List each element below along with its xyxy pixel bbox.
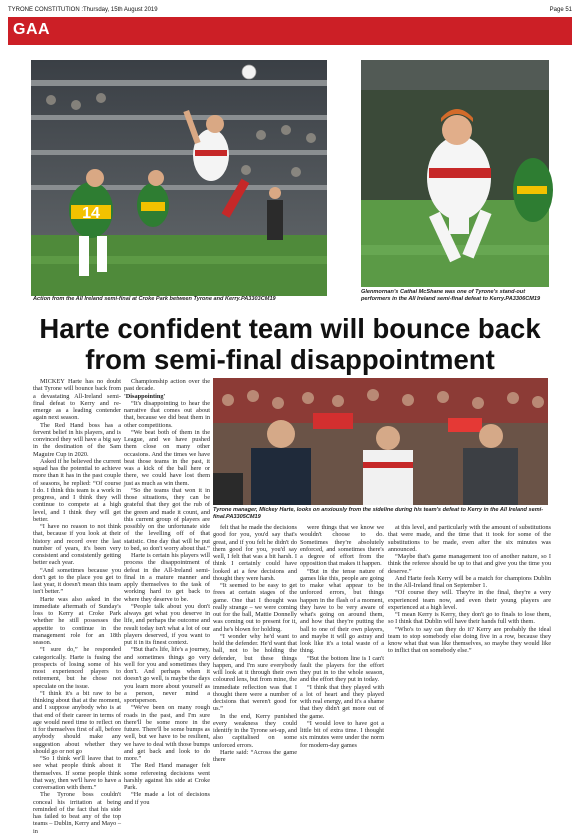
paragraph: “But that's life, life's a journey, and sometimes things go very well for you and sometimes they don't. And perhaps when it doesn't go well, is maybe the days you learn more about yourself as a person, never mind a sportsperson.: [124, 646, 210, 704]
article-column-4: [300, 524, 384, 749]
paragraph: Harte is certain his players will process the disappointment of defeat in the All-Ireland semi-final in a mature manner and apply themselves to the task of working hard to get back to where they deserve to be.: [124, 552, 210, 603]
mcshane-photo: [361, 60, 549, 287]
paragraph: were things that we know we wouldn't choose to do. Sometimes they're absolutely enforced, and sometimes there's a degree of effort from the opposition that makes it happen.: [300, 524, 384, 568]
paragraph: “We've been on many rough roads in the past, and I'm sure there'll be some more in the future. There'll be some bumps as well, but we have to be resilient, we have to deal with those bumps and get back and look to do more.”: [124, 704, 210, 762]
subheading: 'Disappointing': [124, 392, 166, 400]
action-photo: [31, 60, 327, 296]
paragraph: “I wonder why he'd want to hold the defender. He'd want that ball, not to be holding the defender, but these things happen, and I'm sure everybody will look at it through their own coloured lens, but from mine, the immediate reflection was that I thought there were a number of decisions that weren't good for us.”: [213, 632, 297, 713]
sideline-photo: [213, 378, 548, 505]
article-column-3: [213, 524, 297, 763]
section-banner: [8, 17, 572, 45]
paragraph: The Red Hand boss has a fervent belief in his players, and is convinced they will have a big say in the destination of the Sam Maguire Cup in 2020.: [33, 421, 121, 458]
paragraph: “I sure do,” he responded categorically. Harte is fusing the prospects of losing some of his most experienced players to retirement, but he chose not speculate on the issue.: [33, 646, 121, 690]
paragraph: In the end, Kerry punished every weakness they could identify in the Tyrone set-up, and also capitalised on some unforced errors.: [213, 712, 297, 749]
paragraph: The Tyrone boss couldn't conceal his irritation at being reminded of the fact that his side has failed to beat any of the top teams – Dublin, Kerry and Mayo – in: [33, 791, 121, 835]
page-number: Page 51: [549, 7, 572, 13]
page-header: [8, 5, 572, 15]
jersey-number: 14: [82, 205, 100, 222]
paragraph: at this level, and particularly with the amount of substitutions that were made, and the time that it took for some of the substitutions to be made, even after the six minutes was announced.: [388, 524, 551, 553]
paragraph: “I would love to have got a little bit of extra time. I thought six minutes were under the norm for modern-day games: [300, 719, 384, 749]
paragraph: “We beat both of them in the League, and we have pushed them close on many other occasions. And the times we have beat those teams in the past, it was a kick of the ball here or there, we could have lost them just as much as win them.: [124, 428, 210, 487]
paragraph: The Red Hand manager felt some refereeing decisions went harshly against his side at Croke Park.: [124, 762, 210, 791]
article-column-5: [388, 524, 551, 655]
paragraph: “Maybe that's game management too of another nature, so I think the referee should be up to that and give you the time you deserve.”: [388, 553, 551, 575]
paragraph: “He made a lot of decisions and if you: [124, 791, 210, 806]
section-label: GAA: [13, 21, 51, 38]
sideline-photo-caption: Tyrone manager, Mickey Harte, looks on anxiously from the sideline during his team's defeat to Kerry in the All Ireland semi-final.PA3305CM19: [213, 507, 544, 521]
paragraph: “It seemed to be easy to get frees at certain stages of the game. One that I thought was really strange – we were coming out for the ball, Mattie Donnelly was coming out to present for it, and he's blown for holding.: [213, 582, 297, 633]
paragraph: Asked if he believed the current squad has the potential to achieve more than it has in the past couple of seasons, he replied: “Of course I do. I think this team is a work in progress, and I think they will continue to compete at a high level, and I think they will get better.: [33, 457, 121, 523]
paragraph: “Of course they will. They're in the final, they're a very experienced team now, and even their young players are experienced at a high level.: [388, 589, 551, 611]
paragraph: “I think it's a bit raw to be thinking about that at the moment, and I suppose anybody who is at that end of their career in terms of age would need time to reflect on it for themselves first of all, before anybody should make any suggestion about whether they should go or not go: [33, 689, 121, 755]
paragraph: “But the bottom line is I can't fault the players for the effort they put in to the whole season, and the effort they put in today.: [300, 654, 384, 684]
paragraph: MICKEY Harte has no doubt that Tyrone will bounce back from a devastating All-Ireland semi-final defeat to Kerry and re-emerge as a leading contender again next season.: [33, 378, 121, 422]
paragraph: felt that he made the decisions good for you, you'd say that's great, and if you felt he didn't do them good for you, you'd say well, I felt that was a bit harsh. I think I certainly could have looked at a few decisions and thought they were harsh.: [213, 524, 297, 582]
paragraph: “People talk about you don't always get what you deserve in life, and perhaps the outcome and result today isn't what a lot of our players deserved, if you want to put it in its finest context.: [124, 602, 210, 646]
article-column-2: [124, 378, 210, 806]
paragraph: “So I think we'll leave that to see what people think about it themselves. If some people think that way, then we'll have to have a conversation with them.”: [33, 755, 121, 791]
action-photo-caption: Action from the All Ireland semi-final at Croke Park between Tyrone and Kerry.PA3303CM19: [33, 296, 276, 302]
paragraph: “I have no reason to not think that, because if you look at their history and record over the last number of years, it's been very consistent and consistently getting better each year.: [33, 523, 121, 567]
paragraph: “And sometimes because you don't get to the place you get to last year, it doesn't mean this team isn't better.”: [33, 566, 121, 596]
paragraph: Harte said: “Across the game there: [213, 748, 297, 763]
paragraph: “It's disappointing to hear the narrative that comes out about that, because we did beat them in other competitions.: [124, 399, 210, 429]
paragraph: Harte was also asked in the immediate aftermath of Sunday's loss to Kerry at Croke Park whether he still possesses the appetite to continue in the management role for an 18th season.: [33, 595, 121, 646]
paragraph: “I mean Kerry is Kerry, they don't go to finals to lose them, so I think that Dublin will have their hands full with them.: [388, 611, 551, 626]
paragraph: “But in the tense nature of games like this, people are going to make what appear to be unforced errors, but things happen in the flash of a moment, they have to be very aware of what's going on around them, and how that they're putting the ball to one of their own players, and maybe it will go astray and look like it's a total waste of a thing.: [300, 567, 384, 655]
paragraph: “Who's to say can they do it? Kerry are probably the ideal team to stop somebody else doing five in a row, because they know what that was like themselves, so maybe they would like to inflict that on somebody else.”: [388, 625, 551, 655]
mcshane-photo-caption: Glenmornan's Cathal McShane was one of Tyrone's stand-out performers in the All Ireland semi-final defeat to Kerry.PA3306CM19: [361, 289, 541, 303]
article-column-1: [33, 378, 121, 835]
paragraph: Championship action over the past decade.: [124, 378, 210, 393]
paragraph: “So the teams that won it in those situations, they can be grateful that they got the rub of the green and made it count, and this current group of players are possibly on the unfortunate side of the levelling off of that statistic. One day that will be put to bed, so don't worry about that.”: [124, 486, 210, 552]
publication-date: TYRONE CONSTITUTION :Thursday, 15th August 2019: [8, 7, 158, 13]
headline: Harte confident team will bounce back from semi-final disappointment: [39, 313, 541, 375]
paragraph: And Harte feels Kerry will be a match for champions Dublin in the All-Ireland final on September 1.: [388, 574, 551, 589]
paragraph: “I think that they played with a lot of heart and they played with real energy, and it's a shame that they didn't get more out of the game.: [300, 683, 384, 720]
